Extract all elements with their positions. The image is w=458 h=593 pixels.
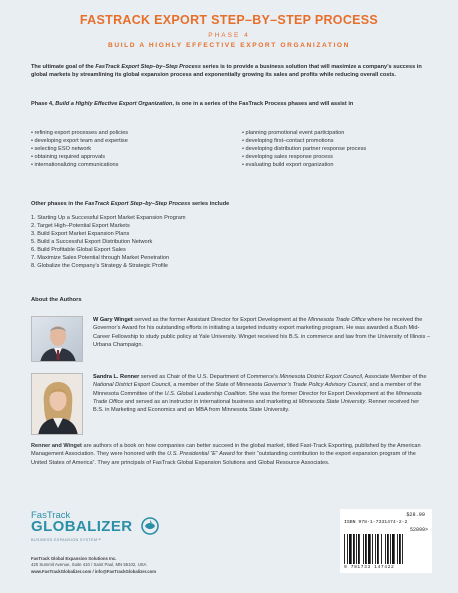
author-bio-winget (93, 316, 431, 349)
barcode-bar (375, 534, 376, 564)
bio-text: where he received the Governor’s Award for his outstanding efforts in initiating a targeted industry export marketing program. He was awarded a Bush Mid-Career Fellowship to study public policy at Yale University. Winget received his B.S. in commerce and law from the University of Illinois – Urbana Champaign. (93, 317, 431, 348)
logo-wordmark: GLOBALIZER (31, 518, 133, 535)
bio-emphasis: Minnesota Trade Office (308, 317, 366, 323)
list-item: 8. Globalize the Company’s Strategy & Strategic Profile (31, 263, 169, 269)
barcode-bar (377, 534, 379, 564)
list-item: • obtaining required approvals (31, 154, 106, 161)
barcode-bar (392, 534, 395, 564)
barcode-block (340, 509, 432, 573)
price-code: 52899> (409, 527, 428, 533)
barcode-bar (390, 534, 391, 564)
list-item: 2. Target High–Potential Export Markets (31, 223, 130, 229)
bio-emphasis: National District Export Council (93, 382, 171, 389)
barcode-bar (365, 534, 367, 564)
list-item: • developing export team and expertise (31, 138, 128, 145)
globe-icon (141, 517, 159, 535)
authors-closing-paragraph (31, 442, 431, 467)
bullet-list-right (242, 129, 442, 169)
series-name: FasTrack Export Step–by–Step Process (95, 64, 201, 70)
list-item: 6. Build Profitable Global Export Sales (31, 247, 126, 253)
phases-list (31, 214, 331, 270)
bullet-list-left (31, 129, 231, 169)
barcode-bar (372, 534, 373, 564)
phase-label: PHASE 4 (208, 32, 250, 39)
phase-name: Build a Highly Effective Export Organization (55, 101, 173, 107)
list-item: • selecting ESO network (31, 146, 92, 153)
barcode-number: 9 781733 147422 (344, 565, 395, 570)
phase-text: , is one in a series of the FasTrack Process phases and will assist in (172, 101, 354, 107)
barcode-bar (368, 534, 371, 564)
author-name: W Gary Winget (93, 317, 133, 323)
page-title: FASTRACK EXPORT STEP–BY–STEP PROCESS (79, 13, 379, 27)
list-item: 1. Starting Up a Successful Export Market Expansion Program (31, 215, 186, 221)
portrait-image (32, 374, 83, 435)
barcode-image (344, 534, 428, 564)
bio-text: served as Chair of the U.S. Department of Commerce’s (139, 374, 280, 380)
barcode-bar (356, 534, 357, 564)
barcode-bar (363, 534, 364, 564)
other-phases-heading (31, 200, 431, 208)
portrait-image (32, 317, 83, 362)
barcode-bar (399, 534, 401, 564)
phase-text: Phase 4, (31, 101, 56, 107)
isbn-label: ISBN 978-1-7331474-2-2 (344, 520, 408, 525)
author-photo-renner (31, 373, 83, 435)
bio-text: . She was the former Director for Export Development at the (245, 390, 396, 397)
bio-emphasis: U.S. Global Leadership Coalition (164, 390, 246, 397)
about-heading: About the Authors (31, 297, 82, 303)
bio-text: and served as an instructor in international business and marketing at (123, 398, 299, 405)
price-label: $28.99 (406, 512, 425, 518)
barcode-bar (397, 534, 398, 564)
bio-text: , Associate Member of the (361, 374, 427, 380)
barcode-bar (347, 534, 348, 564)
barcode-bar (387, 534, 389, 564)
address-web: www.FasTrackGlobalizer.com / info@FasTrackGlobalizer.com (31, 568, 157, 574)
list-item: 3. Build Export Market Expansion Plans (31, 231, 130, 237)
bio-text: , a member of the State of Minnesota (170, 382, 264, 389)
barcode-bar (344, 534, 345, 564)
barcode-bar (402, 534, 403, 564)
bio-emphasis: Governor’s Trade Policy Advisory Council (263, 382, 367, 389)
list-item: • developing sales response process (242, 154, 333, 161)
logo-subtitle: BUSINESS EXPANSION SYSTEM™ (31, 538, 102, 542)
intro-text: series is to provide a business solution that will maximize a company’s success in global markets by streamlining its global expansion process and exponentially growing its sales and profits while reducing overall costs. (31, 64, 422, 79)
list-item: • developing distribution partner response process (242, 146, 367, 153)
barcode-bar (385, 534, 386, 564)
author-names: Renner and Winget (31, 443, 82, 449)
barcode-bar (349, 534, 352, 564)
list-item: 5. Build a Successful Export Distribution Network (31, 239, 153, 245)
closing-text: for their “outstanding contribution to the export expansion program of the United States of America”. They are principals of FasTrack Global Expansion Solutions and Global Resource Associates. (31, 451, 416, 466)
barcode-bar (358, 534, 360, 564)
logo-tagline: FasTrack (31, 510, 71, 521)
bio-text: served as the former Assistant Director for Export Development at the (132, 317, 309, 323)
list-item: • planning promotional event participation (242, 130, 345, 136)
list-item: • internationalizing communications (31, 162, 119, 169)
list-item: • refining export processes and policies (31, 130, 129, 136)
award-name: U.S. Presidential “E” Award (167, 451, 235, 458)
series-name: FasTrack Export Step–by–Step Process (84, 201, 191, 207)
bio-text: , and a member of the Minnesota Committee of the (93, 382, 422, 397)
heading-text: Other phases in the (31, 201, 85, 207)
list-item: • developing first–contact promotions (242, 138, 334, 145)
barcode-bar (353, 534, 355, 564)
bio-emphasis: Minnesota Trade Office (93, 390, 422, 405)
phase-paragraph (31, 100, 431, 108)
list-item: 7. Maximize Sales Potential through Market Penetration (31, 255, 170, 261)
barcode-bar (381, 534, 382, 564)
author-bio-renner (93, 373, 431, 414)
publisher-address (31, 556, 156, 575)
bio-text: . Renner received her B.S. in Marketing and Economics and an MBA from Minnesota State University. (93, 398, 420, 414)
address-company: FasTrack Global Expansion Solutions Inc. (31, 556, 117, 561)
closing-text: are authors of a book on how companies can better succeed in the global market, titled Fast-Track Exporting, published by the American Management Association. They were honored with the (31, 443, 421, 458)
author-photo-winget (31, 316, 83, 362)
bio-emphasis: Minnesota State University (298, 398, 366, 405)
author-name: Sandra L. Renner (93, 374, 140, 380)
heading-text: series include (190, 201, 230, 207)
page-subtitle: BUILD A HIGHLY EFFECTIVE EXPORT ORGANIZATION (108, 42, 350, 49)
intro-paragraph (31, 63, 431, 80)
intro-text: The ultimate goal of the (31, 64, 96, 70)
bio-emphasis: Minnesota District Export Council (279, 374, 362, 380)
address-street: 420 Summit Avenue, Suite 410 / Saint Paul, MN 55102, USA (31, 562, 147, 568)
list-item: • evaluating build export organization (242, 162, 334, 169)
